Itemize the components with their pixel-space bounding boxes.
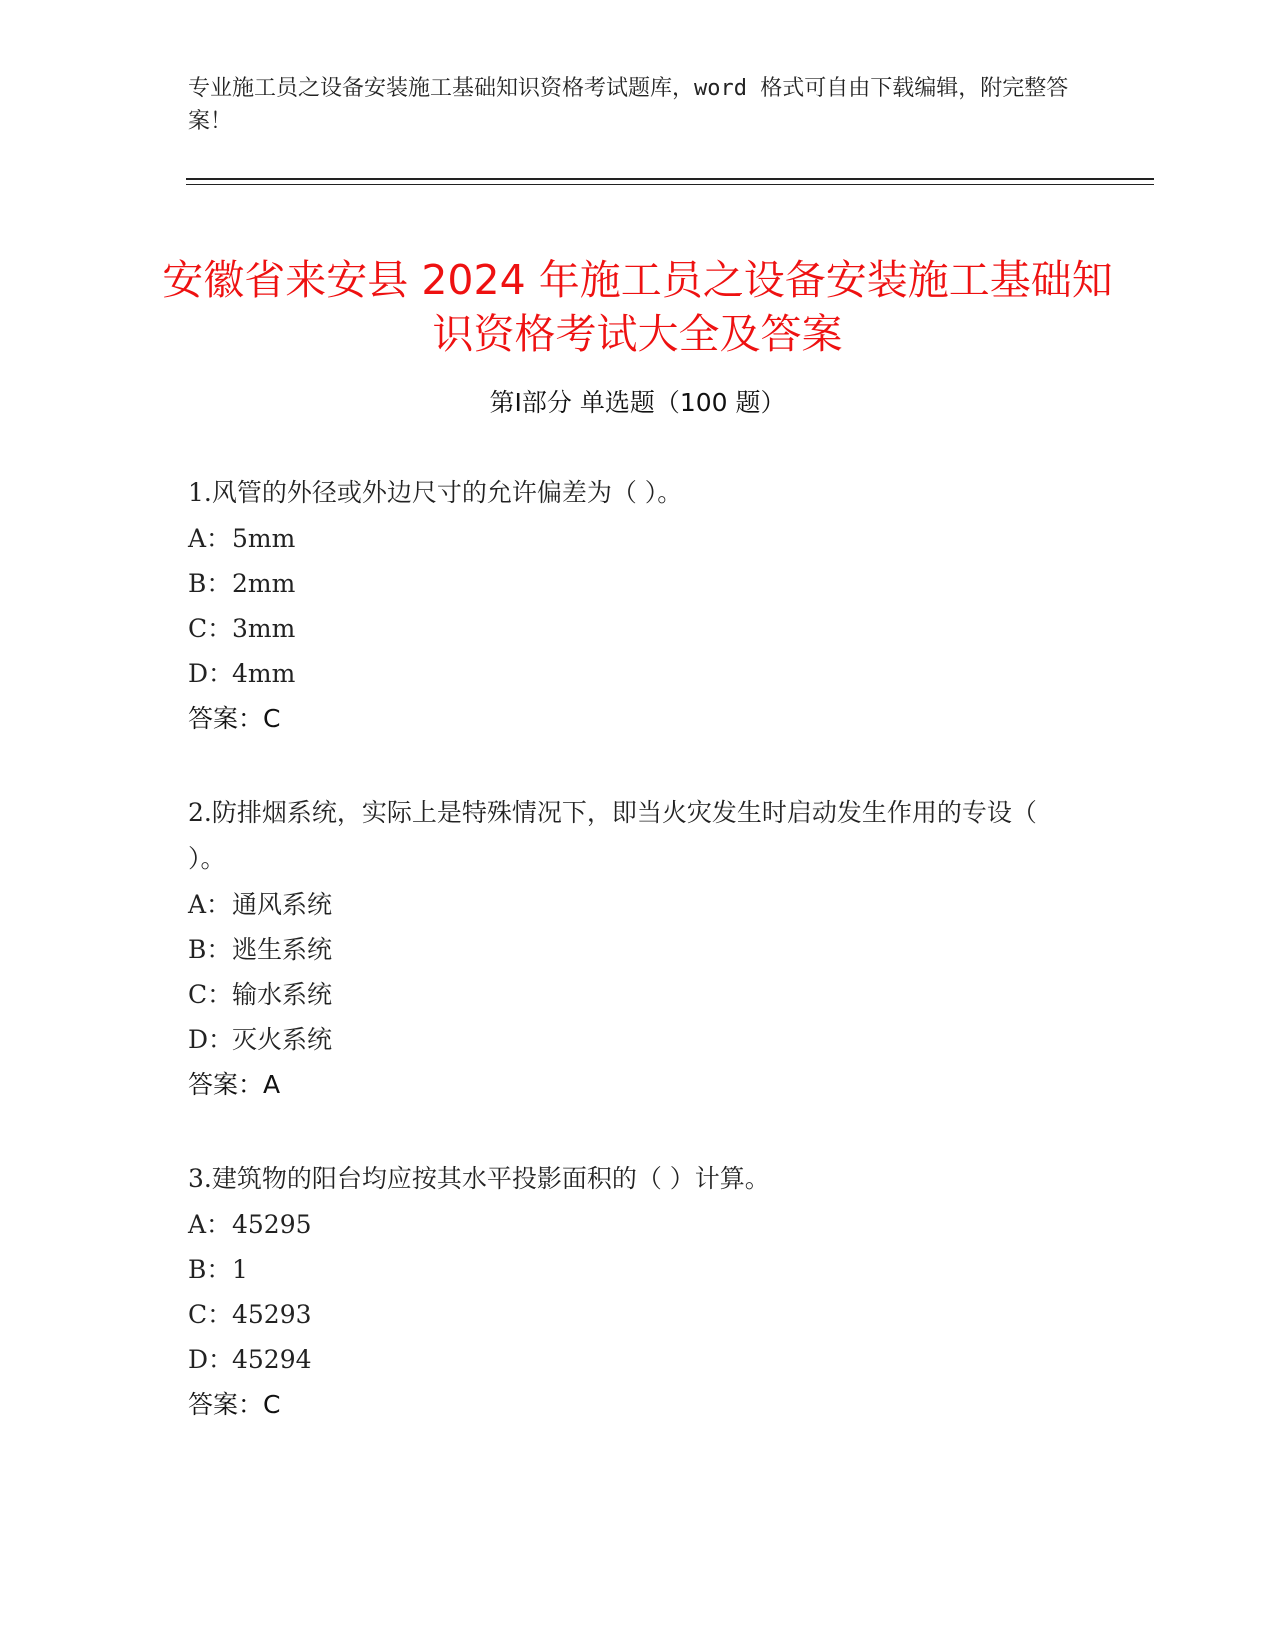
option-text: 45293 <box>232 1300 312 1329</box>
option-key: C： <box>188 1300 233 1329</box>
option-a <box>188 516 1068 561</box>
answer-line: 答案：C <box>188 704 281 733</box>
option-text: 3mm <box>232 614 296 643</box>
option-text: 4mm <box>232 659 296 688</box>
option-text: 灭火系统 <box>232 1025 333 1054</box>
option-c <box>188 972 1068 1017</box>
option-b <box>188 561 1068 606</box>
question-item <box>188 1156 1068 1428</box>
option-key: A： <box>188 1210 232 1239</box>
option-text: 5mm <box>232 524 296 553</box>
option-b <box>188 1247 1068 1292</box>
document-title: 安徽省来安县 2024 年施工员之设备安装施工基础知识资格考试大全及答案 <box>162 256 1113 359</box>
question-stem: 1.风管的外径或外边尺寸的允许偏差为（ ）。 <box>188 478 683 507</box>
header-note: 专业施工员之设备安装施工基础知识资格考试题库，word 格式可自由下载编辑，附完整答案！ <box>188 76 1069 134</box>
option-key: C： <box>188 614 233 643</box>
option-key: B： <box>188 935 232 964</box>
option-key: B： <box>188 1255 232 1284</box>
question-stem: 2.防排烟系统，实际上是特殊情况下，即当火灾发生时启动发生作用的专设（ ）。 <box>188 798 1037 873</box>
question-item <box>188 790 1068 1108</box>
option-a <box>188 882 1068 927</box>
option-text: 通风系统 <box>232 890 333 919</box>
option-key: B： <box>188 569 232 598</box>
option-text: 45294 <box>232 1345 312 1374</box>
header-divider-thick <box>186 178 1154 180</box>
question-stem: 3.建筑物的阳台均应按其水平投影面积的（ ）计算。 <box>188 1164 770 1193</box>
option-c <box>188 606 1068 651</box>
option-list <box>188 1202 1068 1382</box>
section-heading: 第Ⅰ部分 单选题（100 题） <box>489 388 786 417</box>
answer-line: 答案：A <box>188 1070 281 1099</box>
option-text: 逃生系统 <box>232 935 333 964</box>
option-d <box>188 651 1068 696</box>
header-divider-thin <box>186 184 1154 185</box>
option-a <box>188 1202 1068 1247</box>
option-key: D： <box>188 1025 234 1054</box>
option-text: 1 <box>232 1255 248 1284</box>
option-d <box>188 1337 1068 1382</box>
option-text: 45295 <box>232 1210 312 1239</box>
option-b <box>188 927 1068 972</box>
option-text: 2mm <box>232 569 296 598</box>
option-c <box>188 1292 1068 1337</box>
option-key: D： <box>188 1345 234 1374</box>
option-key: A： <box>188 890 232 919</box>
option-d <box>188 1017 1068 1062</box>
option-list <box>188 882 1068 1062</box>
option-key: D： <box>188 659 234 688</box>
option-key: C： <box>188 980 233 1009</box>
question-item <box>188 470 1068 742</box>
answer-line: 答案：C <box>188 1390 281 1419</box>
option-key: A： <box>188 524 232 553</box>
option-text: 输水系统 <box>232 980 333 1009</box>
option-list <box>188 516 1068 696</box>
